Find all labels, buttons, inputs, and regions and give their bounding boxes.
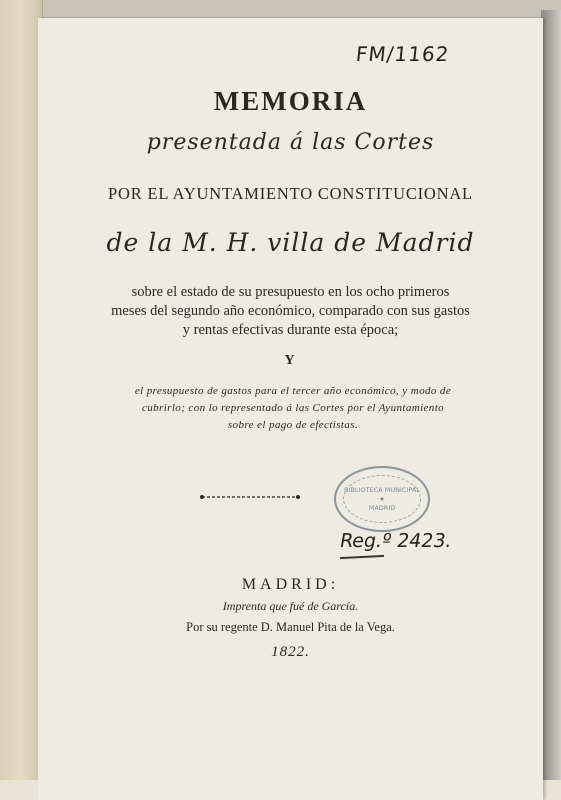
stamp-line: MADRID (368, 503, 396, 512)
description-line: sobre el estado de su presupuesto en los ocho primeros (131, 284, 450, 300)
ornament-rule (200, 492, 300, 502)
description-line: meses del segundo año económico, comparado con sus gastos (111, 303, 470, 319)
city-line: de la M. H. villa de Madrid (106, 228, 475, 257)
page-edge (541, 10, 561, 800)
subtitle: presentada á las Cortes (146, 130, 435, 155)
secondary-line: cubrirlo; con lo representado á las Cortes por el Ayuntamiento (141, 402, 445, 414)
title-page (38, 18, 543, 800)
secondary-description (83, 383, 503, 434)
imprint-year: 1822. (271, 644, 310, 660)
registry-underline (340, 555, 384, 559)
book-spine (0, 0, 43, 800)
imprint-printer: Imprenta que fué de García. (222, 599, 359, 613)
stamp-line: ★ (379, 494, 385, 503)
imprint-place: MADRID: (241, 576, 340, 593)
description-line: y rentas efectivas durante esta época; (182, 322, 399, 338)
document-title: MEMORIA (213, 86, 368, 116)
imprint-regent: Por su regente D. Manuel Pita de la Vega. (186, 620, 395, 634)
library-stamp (334, 466, 430, 532)
description (38, 283, 543, 340)
conjunction: Y (284, 353, 297, 368)
secondary-line: sobre el pago de efectistas. (227, 419, 359, 431)
byline: POR EL AYUNTAMIENTO CONSTITUCIONAL (108, 184, 473, 203)
catalog-mark: FM/1162 (354, 42, 451, 66)
registry-mark: Reg.º 2423. (338, 530, 454, 552)
secondary-line: el presupuesto de gastos para el tercer año económico, y modo de (134, 385, 452, 397)
stamp-line: BIBLIOTECA MUNICIPAL (344, 485, 420, 494)
